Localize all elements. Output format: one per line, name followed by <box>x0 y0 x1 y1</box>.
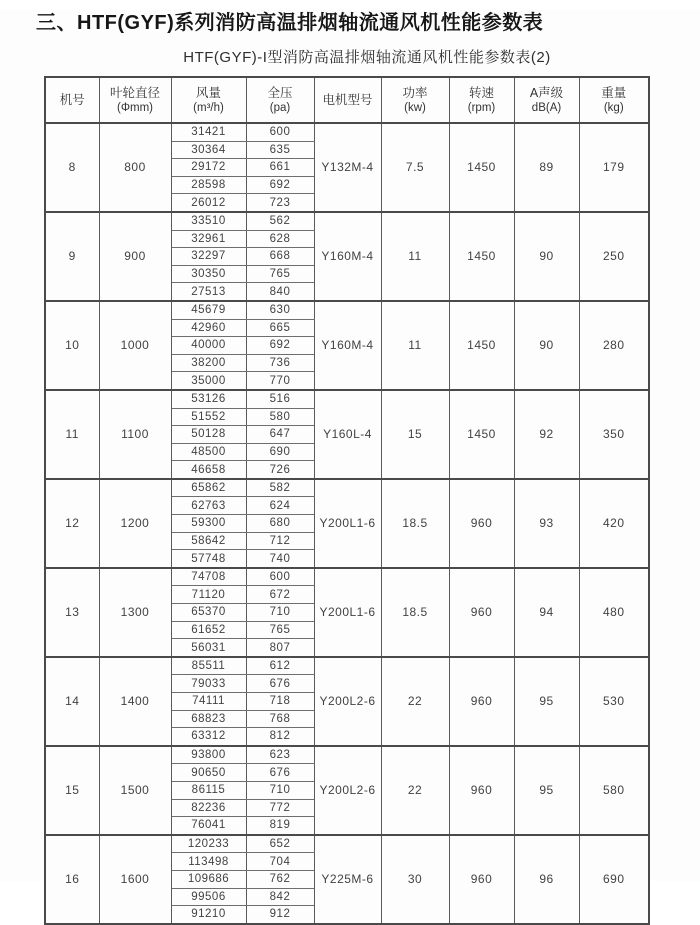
pressure-cell: 630 <box>246 301 314 319</box>
airflow-cell: 35000 <box>171 372 246 390</box>
pressure-cell: 623 <box>246 746 314 764</box>
airflow-cell: 74111 <box>171 693 246 711</box>
airflow-cell: 63312 <box>171 728 246 746</box>
pressure-cell: 723 <box>246 194 314 212</box>
column-header-line2: (Φmm) <box>117 101 153 114</box>
airflow-cell: 29172 <box>171 159 246 177</box>
column-header-line1: 全压 <box>267 85 293 100</box>
pressure-cell: 647 <box>246 426 314 444</box>
weight-cell: 250 <box>579 212 649 301</box>
airflow-cell: 51552 <box>171 408 246 426</box>
airflow-cell: 82236 <box>171 799 246 817</box>
machine-no-cell: 8 <box>45 123 99 212</box>
column-header-line2: (pa) <box>269 101 291 114</box>
column-header <box>514 77 579 123</box>
airflow-cell: 56031 <box>171 639 246 657</box>
noise-level-cell: 92 <box>514 390 579 479</box>
speed-cell: 960 <box>449 746 514 835</box>
pressure-cell: 765 <box>246 621 314 639</box>
table-row <box>45 835 649 853</box>
diameter-cell: 800 <box>99 123 171 212</box>
airflow-cell: 26012 <box>171 194 246 212</box>
column-header-line1: 转速 <box>468 85 494 100</box>
pressure-cell: 726 <box>246 461 314 479</box>
weight-cell: 580 <box>579 746 649 835</box>
diameter-cell: 1500 <box>99 746 171 835</box>
airflow-cell: 42960 <box>171 319 246 337</box>
noise-level-cell: 94 <box>514 568 579 657</box>
column-header <box>45 77 99 123</box>
diameter-cell: 900 <box>99 212 171 301</box>
airflow-cell: 109686 <box>171 870 246 888</box>
noise-level-cell: 93 <box>514 479 579 568</box>
pressure-cell: 665 <box>246 319 314 337</box>
machine-no-cell: 10 <box>45 301 99 390</box>
pressure-cell: 736 <box>246 354 314 372</box>
column-header-line2: (rpm) <box>467 101 496 114</box>
power-cell: 7.5 <box>381 123 449 212</box>
weight-cell: 420 <box>579 479 649 568</box>
machine-no-cell: 13 <box>45 568 99 657</box>
airflow-cell: 32297 <box>171 248 246 266</box>
column-header <box>381 77 449 123</box>
pressure-cell: 812 <box>246 728 314 746</box>
airflow-cell: 46658 <box>171 461 246 479</box>
pressure-cell: 718 <box>246 693 314 711</box>
pressure-cell: 740 <box>246 550 314 568</box>
speed-cell: 960 <box>449 479 514 568</box>
pressure-cell: 582 <box>246 479 314 497</box>
pressure-cell: 668 <box>246 248 314 266</box>
airflow-cell: 90650 <box>171 764 246 782</box>
pressure-cell: 600 <box>246 123 314 141</box>
airflow-cell: 50128 <box>171 426 246 444</box>
airflow-cell: 48500 <box>171 443 246 461</box>
table-row <box>45 479 649 497</box>
power-cell: 18.5 <box>381 568 449 657</box>
pressure-cell: 652 <box>246 835 314 853</box>
noise-level-cell: 89 <box>514 123 579 212</box>
noise-level-cell: 90 <box>514 212 579 301</box>
power-cell: 11 <box>381 212 449 301</box>
diameter-cell: 1000 <box>99 301 171 390</box>
column-header <box>99 77 171 123</box>
airflow-cell: 65370 <box>171 604 246 622</box>
airflow-cell: 30364 <box>171 141 246 159</box>
airflow-cell: 86115 <box>171 781 246 799</box>
column-header <box>246 77 314 123</box>
pressure-cell: 600 <box>246 568 314 586</box>
column-header-line2: (m³/h) <box>193 101 224 114</box>
weight-cell: 530 <box>579 657 649 746</box>
table-row <box>45 301 649 319</box>
pressure-cell: 710 <box>246 781 314 799</box>
airflow-cell: 113498 <box>171 853 246 871</box>
noise-level-cell: 96 <box>514 835 579 924</box>
motor-model-cell: Y160M-4 <box>314 212 381 301</box>
power-cell: 11 <box>381 301 449 390</box>
table-title: HTF(GYF)-I型消防高温排烟轴流通风机性能参数表(2) <box>183 49 551 66</box>
pressure-cell: 612 <box>246 657 314 675</box>
speed-cell: 1450 <box>449 123 514 212</box>
power-cell: 22 <box>381 746 449 835</box>
column-header-line1: 机号 <box>59 92 85 107</box>
airflow-cell: 62763 <box>171 497 246 515</box>
pressure-cell: 692 <box>246 176 314 194</box>
table-row <box>45 568 649 586</box>
airflow-cell: 59300 <box>171 515 246 533</box>
column-header <box>171 77 246 123</box>
machine-no-cell: 9 <box>45 212 99 301</box>
speed-cell: 1450 <box>449 301 514 390</box>
motor-model-cell: Y200L1-6 <box>314 479 381 568</box>
column-header-line1: 风量 <box>195 85 221 100</box>
diameter-cell: 1400 <box>99 657 171 746</box>
airflow-cell: 57748 <box>171 550 246 568</box>
column-header <box>314 77 381 123</box>
airflow-cell: 85511 <box>171 657 246 675</box>
airflow-cell: 31421 <box>171 123 246 141</box>
column-header-line1: A声级 <box>529 85 564 100</box>
pressure-cell: 628 <box>246 230 314 248</box>
page-title: 三、HTF(GYF)系列消防高温排烟轴流通风机性能参数表 <box>36 12 544 34</box>
column-header-line2: (kg) <box>603 101 624 114</box>
document-page <box>0 10 700 921</box>
motor-model-cell: Y225M-6 <box>314 835 381 924</box>
airflow-cell: 93800 <box>171 746 246 764</box>
power-cell: 18.5 <box>381 479 449 568</box>
airflow-cell: 58642 <box>171 532 246 550</box>
pressure-cell: 672 <box>246 586 314 604</box>
weight-cell: 179 <box>579 123 649 212</box>
diameter-cell: 1600 <box>99 835 171 924</box>
pressure-cell: 770 <box>246 372 314 390</box>
airflow-cell: 45679 <box>171 301 246 319</box>
airflow-cell: 65862 <box>171 479 246 497</box>
pressure-cell: 762 <box>246 870 314 888</box>
speed-cell: 960 <box>449 657 514 746</box>
pressure-cell: 712 <box>246 532 314 550</box>
motor-model-cell: Y160L-4 <box>314 390 381 479</box>
column-header-line1: 叶轮直径 <box>109 85 160 100</box>
noise-level-cell: 95 <box>514 657 579 746</box>
table-row <box>45 123 649 141</box>
fan-performance-table <box>44 76 650 925</box>
pressure-cell: 676 <box>246 675 314 693</box>
table-header <box>45 77 649 123</box>
table-row <box>45 657 649 675</box>
motor-model-cell: Y160M-4 <box>314 301 381 390</box>
pressure-cell: 710 <box>246 604 314 622</box>
diameter-cell: 1100 <box>99 390 171 479</box>
airflow-cell: 30350 <box>171 265 246 283</box>
diameter-cell: 1300 <box>99 568 171 657</box>
airflow-cell: 38200 <box>171 354 246 372</box>
speed-cell: 960 <box>449 568 514 657</box>
noise-level-cell: 90 <box>514 301 579 390</box>
machine-no-cell: 15 <box>45 746 99 835</box>
column-header <box>449 77 514 123</box>
pressure-cell: 912 <box>246 906 314 924</box>
weight-cell: 690 <box>579 835 649 924</box>
motor-model-cell: Y132M-4 <box>314 123 381 212</box>
airflow-cell: 74708 <box>171 568 246 586</box>
airflow-cell: 79033 <box>171 675 246 693</box>
table-row <box>45 746 649 764</box>
pressure-cell: 704 <box>246 853 314 871</box>
table-row <box>45 212 649 230</box>
column-header <box>579 77 649 123</box>
airflow-cell: 33510 <box>171 212 246 230</box>
airflow-cell: 28598 <box>171 176 246 194</box>
pressure-cell: 807 <box>246 639 314 657</box>
pressure-cell: 580 <box>246 408 314 426</box>
airflow-cell: 120233 <box>171 835 246 853</box>
column-header-line2: dB(A) <box>531 101 562 114</box>
table-body <box>45 123 649 924</box>
pressure-cell: 819 <box>246 817 314 835</box>
pressure-cell: 562 <box>246 212 314 230</box>
column-header-line1: 重量 <box>601 85 627 100</box>
airflow-cell: 27513 <box>171 283 246 301</box>
speed-cell: 1450 <box>449 212 514 301</box>
airflow-cell: 32961 <box>171 230 246 248</box>
column-header-line1: 功率 <box>402 85 428 100</box>
machine-no-cell: 14 <box>45 657 99 746</box>
pressure-cell: 765 <box>246 265 314 283</box>
airflow-cell: 91210 <box>171 906 246 924</box>
pressure-cell: 690 <box>246 443 314 461</box>
motor-model-cell: Y200L2-6 <box>314 746 381 835</box>
airflow-cell: 61652 <box>171 621 246 639</box>
pressure-cell: 680 <box>246 515 314 533</box>
column-header-line2: (kw) <box>404 101 426 114</box>
airflow-cell: 40000 <box>171 337 246 355</box>
machine-no-cell: 12 <box>45 479 99 568</box>
airflow-cell: 76041 <box>171 817 246 835</box>
motor-model-cell: Y200L1-6 <box>314 568 381 657</box>
diameter-cell: 1200 <box>99 479 171 568</box>
airflow-cell: 99506 <box>171 888 246 906</box>
airflow-cell: 68823 <box>171 710 246 728</box>
noise-level-cell: 95 <box>514 746 579 835</box>
pressure-cell: 692 <box>246 337 314 355</box>
airflow-cell: 53126 <box>171 390 246 408</box>
motor-model-cell: Y200L2-6 <box>314 657 381 746</box>
pressure-cell: 676 <box>246 764 314 782</box>
header-row <box>45 77 649 123</box>
power-cell: 15 <box>381 390 449 479</box>
weight-cell: 350 <box>579 390 649 479</box>
pressure-cell: 516 <box>246 390 314 408</box>
pressure-cell: 842 <box>246 888 314 906</box>
weight-cell: 280 <box>579 301 649 390</box>
pressure-cell: 624 <box>246 497 314 515</box>
machine-no-cell: 11 <box>45 390 99 479</box>
weight-cell: 480 <box>579 568 649 657</box>
machine-no-cell: 16 <box>45 835 99 924</box>
pressure-cell: 661 <box>246 159 314 177</box>
airflow-cell: 71120 <box>171 586 246 604</box>
column-header-line1: 电机型号 <box>322 92 373 107</box>
pressure-cell: 840 <box>246 283 314 301</box>
speed-cell: 1450 <box>449 390 514 479</box>
power-cell: 22 <box>381 657 449 746</box>
pressure-cell: 772 <box>246 799 314 817</box>
pressure-cell: 768 <box>246 710 314 728</box>
power-cell: 30 <box>381 835 449 924</box>
table-row <box>45 390 649 408</box>
speed-cell: 960 <box>449 835 514 924</box>
pressure-cell: 635 <box>246 141 314 159</box>
